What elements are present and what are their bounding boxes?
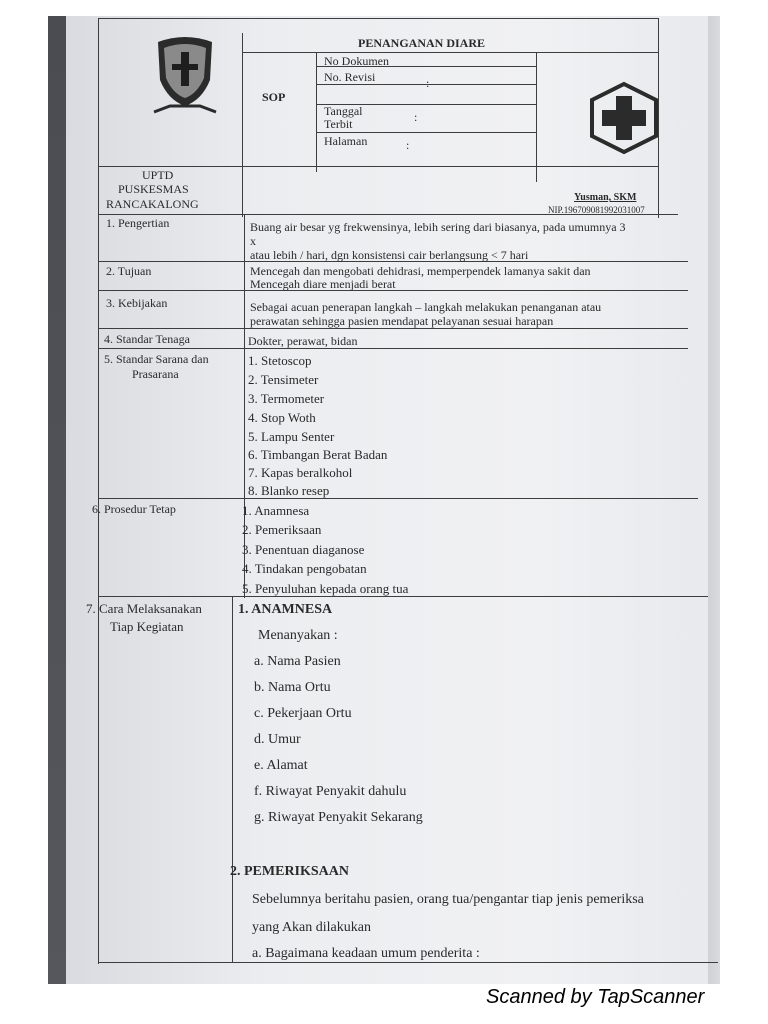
signer-name: Yusman, SKM (574, 192, 637, 203)
menanyakan-text: Menanyakan : (258, 628, 338, 643)
anamnesa-item: f. Riwayat Penyakit dahulu (254, 784, 407, 799)
no-dokumen-label: No Dokumen (324, 54, 389, 68)
colon: : (414, 110, 418, 124)
row-divider (98, 498, 698, 499)
sarana-item: 1. Stetoscop (248, 353, 312, 368)
prosedur-item: 1. Anamnesa (242, 503, 310, 518)
table-border (242, 52, 658, 53)
pemeriksaan-text-3: a. Bagaimana keadaan umum penderita : (252, 946, 480, 961)
anamnesa-item: e. Alamat (254, 758, 308, 773)
anamnesa-item: b. Nama Ortu (254, 680, 331, 695)
org-line-2: PUSKESMAS (118, 182, 189, 196)
col-divider (232, 596, 233, 962)
prosedur-item: 4. Tindakan pengobatan (242, 561, 367, 576)
kebijakan-text-1: Sebagai acuan penerapan langkah – langkah melakukan penanganan atau (250, 300, 602, 314)
cara-label: 7. Cara Melaksanakan (86, 601, 202, 616)
row-divider (98, 962, 718, 963)
pemeriksaan-text-1: Sebelumnya beritahu pasien, orang tua/pengantar tiap jenis pemeriksa (252, 892, 644, 907)
prosedur-item: 5. Penyuluhan kepada orang tua (242, 581, 409, 596)
sop-title: PENANGANAN DIARE (358, 36, 486, 50)
tujuan-text-2: Mencegah diare menjadi berat (250, 277, 396, 291)
anamnesa-item: d. Umur (254, 732, 301, 747)
colon: : (426, 76, 430, 90)
document-page (66, 16, 720, 984)
anamnesa-item: g. Riwayat Penyakit Sekarang (254, 810, 423, 825)
kebijakan-label: 3. Kebijakan (106, 296, 168, 310)
pemeriksaan-title: 2. PEMERIKSAAN (230, 864, 350, 879)
sarana-item: 5. Lampu Senter (248, 429, 335, 444)
table-border (316, 132, 536, 133)
table-border (242, 33, 243, 217)
anamnesa-title: 1. ANAMNESA (238, 602, 333, 617)
signer-nip: NIP.196709081992031007 (548, 205, 645, 215)
district-emblem-logo (150, 34, 220, 114)
sop-table (66, 16, 720, 984)
standar-sarana-label-2: Prasarana (132, 367, 179, 381)
no-revisi-label: No. Revisi (324, 70, 376, 84)
sarana-item: 7. Kapas beralkohol (248, 465, 353, 480)
terbit-label: Terbit (324, 117, 353, 131)
cara-label-2: Tiap Kegiatan (110, 619, 184, 634)
prosedur-label: 6. Prosedur Tetap (92, 502, 176, 516)
colon: : (406, 138, 410, 152)
pengertian-label: 1. Pengertian (106, 216, 170, 230)
row-divider (98, 596, 708, 597)
sarana-item: 4. Stop Woth (248, 410, 316, 425)
standar-tenaga-value: Dokter, perawat, bidan (248, 334, 358, 348)
tanggal-label: Tanggal (324, 104, 363, 118)
kebijakan-text-2: perawatan sehingga pasien mendapat pelayanan sesuai harapan (250, 314, 554, 328)
row-divider (98, 328, 688, 329)
table-border (98, 18, 99, 964)
table-border (316, 52, 317, 172)
tujuan-label: 2. Tujuan (106, 264, 152, 278)
row-divider (98, 348, 688, 349)
sarana-item: 6. Timbangan Berat Badan (248, 447, 388, 462)
table-border (98, 18, 658, 19)
prosedur-item: 3. Penentuan diaganose (242, 542, 365, 557)
prosedur-item: 2. Pemeriksaan (242, 522, 322, 537)
col-divider (244, 214, 245, 598)
scanner-watermark: Scanned by TapScanner (486, 986, 705, 1008)
halaman-label: Halaman (324, 134, 368, 148)
org-line-3: RANCAKALONG (106, 197, 199, 211)
table-border (98, 166, 658, 167)
health-cross-logo (586, 80, 662, 156)
tujuan-text-1: Mencegah dan mengobati dehidrasi, memperpendek lamanya sakit dan (250, 264, 591, 278)
sop-label: SOP (262, 90, 286, 104)
pengertian-text-2: x (250, 234, 256, 248)
anamnesa-item: c. Pekerjaan Ortu (254, 706, 352, 721)
scanned-photo (48, 16, 720, 984)
anamnesa-item: a. Nama Pasien (254, 654, 341, 669)
pengertian-text-1: Buang air besar yg frekwensinya, lebih sering dari biasanya, pada umumnya 3 (250, 220, 626, 234)
org-line-1: UPTD (142, 168, 174, 182)
table-border (536, 52, 537, 182)
sarana-item: 8. Blanko resep (248, 483, 330, 498)
pengertian-text-3: atau lebih / hari, dgn konsistensi cair berlangsung < 7 hari (250, 248, 529, 262)
standar-sarana-label: 5. Standar Sarana dan (104, 352, 209, 366)
sarana-item: 2. Tensimeter (248, 372, 319, 387)
sarana-item: 3. Termometer (248, 391, 325, 406)
pemeriksaan-text-2: yang Akan dilakukan (252, 920, 371, 935)
standar-tenaga-label: 4. Standar Tenaga (104, 332, 190, 346)
